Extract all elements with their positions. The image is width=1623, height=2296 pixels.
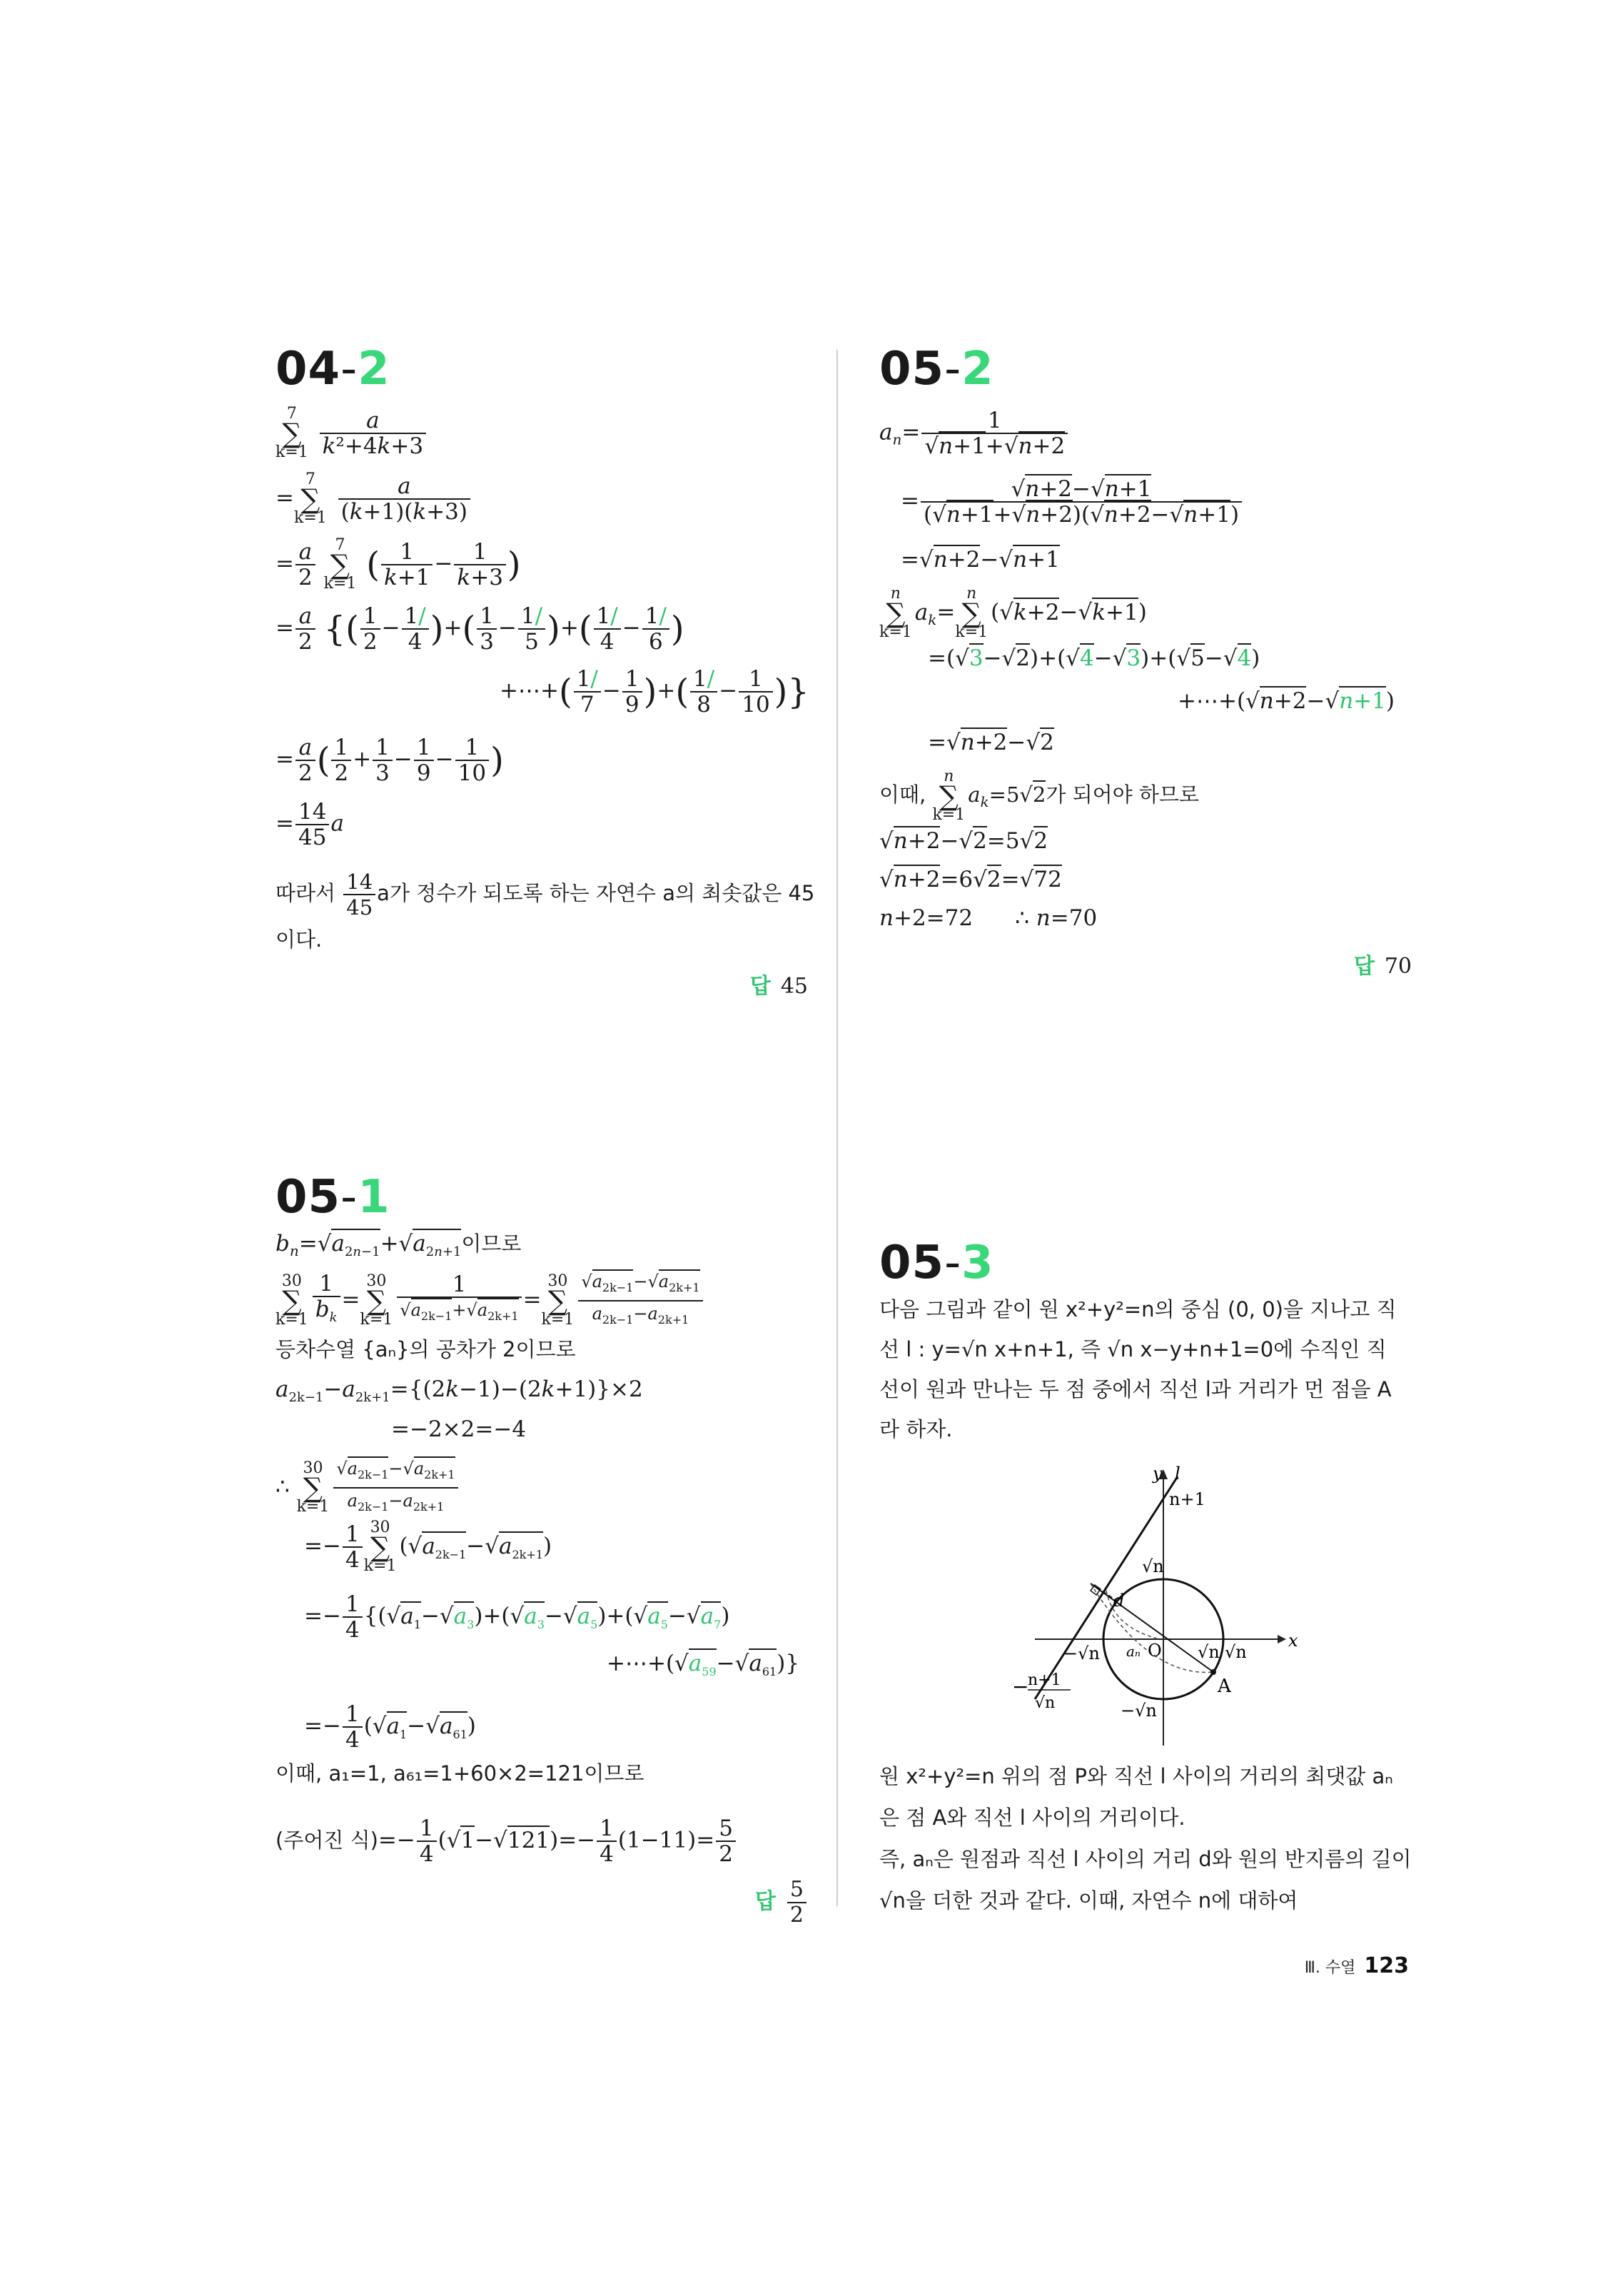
eq-05-1-line8: =− $\frac{1}{4}$ {$(√a_1-√a_3)+(√a_3-√a_5)+(√a_5-√a_7)$ [304, 1591, 730, 1643]
label-neg-frac-num: n+1 [1028, 1671, 1061, 1689]
eq-05-1-line10: =− $\frac{1}{4}$ $(√a_1-√a_{61})$ [304, 1701, 476, 1753]
eq-05-2-line5: =(√3−√2)+(√4−√3)+(√5−√4) [928, 644, 1260, 673]
s051-line3: 등차수열 {aₙ}의 공차가 2이므로 [275, 1337, 576, 1361]
label-l: l [1175, 1464, 1180, 1484]
section-heading-05-3: 05-3 [879, 1237, 994, 1289]
label-n-plus-1: n+1 [1169, 1489, 1205, 1509]
label-an: aₙ [1126, 1643, 1141, 1660]
eq-05-2-line3: =√n+2−√n+1 [901, 545, 1060, 574]
s053-para2-line3: 즉, aₙ은 원점과 직선 l 사이의 거리 d와 원의 반지름의 길이 [879, 1847, 1412, 1871]
eq-05-2-line6: +⋯+(√n+2−√n+1) [1178, 687, 1395, 715]
s051-then: 이때, a₁=1, a₆₁=1+60×2=121이므로 [275, 1761, 644, 1786]
s042-answer: 답 45 [749, 974, 808, 999]
eq-05-2-line1: $a_n=$ $\frac{1}{√n+1+√n+2}$ [879, 408, 1069, 458]
label-sqrtn-right: √n [1198, 1642, 1220, 1662]
label-sqrtn-top: √n [1142, 1556, 1164, 1576]
eq-05-2-line4: n ∑ $k=1a_k=n$ ∑ k=1(√k+2−√k+1) [879, 585, 1147, 641]
eq-04-2-line2: =7 ∑ k=1 $\frac{a}{(k+1)(k+3)}$ [275, 473, 472, 525]
eq-05-1-line1: $b_n=√a_{2n-1}+√a_{2n+1}$이므로 [275, 1229, 521, 1267]
s053-para1-line1: 다음 그림과 같이 원 x²+y²=n의 중심 (0, 0)을 지나고 직 [879, 1297, 1397, 1321]
section-heading-05-2: 05-2 [879, 343, 994, 396]
eq-05-1-line6: ∴ 30 ∑ k=1 $\frac{√a_{2k-1}-√a_{2k+1}}{a_{2k-1}-a_{2k+1}}$ [275, 1456, 460, 1519]
label-A: A [1218, 1676, 1231, 1697]
footer-section: Ⅲ. 수열 [1304, 1959, 1356, 1977]
eq-05-2-line9: √n+2=6√2=√72 [879, 865, 1062, 894]
eq-05-2-line2: = $\frac{√n+2-√n+1}{(√n+1+√n+2)(√n+2-√n+1)}$ [901, 477, 1243, 527]
eq-04-2-line5: +⋯+( $\frac{1/}{7}$ − $\frac{1}{9}$ )+( $\frac{1/}{8}$ − $\frac{1}{10}$ )} [500, 666, 809, 718]
eq-04-2-line4: = $\frac{a}{2}$ {( $\frac{1}{2}$ − $\frac{1/}{4}$ )+( $\frac{1}{3}$ − $\frac{1/}{5}$ )+( $\frac{1/}{4}$ − $\frac{1/}{6}$ ) [275, 603, 684, 655]
x-axis-arrow [1278, 1635, 1286, 1643]
eq-05-2-line8: √n+2−√2=5√2 [879, 827, 1048, 855]
eq-05-2-line7: =√n+2−√2 [928, 728, 1054, 757]
s042-conclusion-end: 이다. [275, 927, 323, 952]
s053-para1-line2: 선 l : y=√n x+n+1, 즉 √n x−y+n+1=0에 수직인 직 [879, 1337, 1387, 1361]
eq-05-1-line5: =−2×2=−4 [391, 1416, 527, 1442]
label-x: x [1288, 1631, 1298, 1651]
circle-line-figure [1006, 1464, 1306, 1749]
page-number: 123 [1364, 1953, 1409, 1978]
point-A-dot [1210, 1669, 1216, 1675]
page-footer [1305, 1953, 1409, 1978]
eq-04-2-line3: = $\frac{a}{2}$ 7 ∑ k=1 ( $\frac{1}{k+1}$ − $\frac{1}{k+3}$ ) [275, 536, 521, 593]
eq-05-1-line4: $a_{2k-1}-a_{2k+1}=\{(2k-1)-(2k+1)\}\times 2$ [275, 1376, 643, 1406]
label-neg-sqrtn-bottom: −√n [1121, 1701, 1157, 1721]
line-l [1035, 1476, 1178, 1699]
s042-conclusion: 따라서 $\frac{14}{45}$ a가 정수가 되도록 하는 자연수 a의 최솟값은 45 [275, 870, 815, 920]
s052-answer: 답 70 [1353, 954, 1412, 979]
eq-04-2-line7: = $\frac{14}{45}$ a [275, 799, 344, 850]
label-neg-sqrtn: −√n [1063, 1643, 1100, 1663]
s053-para1-line3: 선이 원과 만나는 두 점 중에서 직선 l과 거리가 먼 점을 A [879, 1377, 1392, 1401]
eq-04-2-line1: 7 ∑ k=1 $\frac{a}{\text{k²+4k+3}}$ [275, 407, 428, 460]
label-neg-frac-den: √n [1035, 1694, 1056, 1712]
s053-para2-line4: √n을 더한 것과 같다. 이때, 자연수 n에 대하여 [879, 1888, 1298, 1913]
column-divider [836, 350, 838, 1906]
s052-then: 이때, n ∑ $k=1a_k=5√2$가 되어야 하므로 [879, 767, 1199, 824]
eq-05-1-line7: =− $\frac{1}{4}$ 30 ∑ $k=1(√a_{2k-1}-√a_{2k+1})$ [304, 1519, 552, 1575]
eq-05-1-line9: $+\cdots+(√a_{59}-√a_{61})$} [607, 1649, 799, 1686]
eq-05-2-line10: n+2=72 ∴ n=70 [879, 905, 1098, 931]
eq-04-2-line6: = $\frac{a}{2}$ ( $\frac{1}{2}$ + $\frac{1}{3}$ − $\frac{1}{9}$ − $\frac{1}{10}$ ) [275, 735, 504, 786]
label-sqrtn-right2: √n [1225, 1642, 1247, 1662]
label-origin: O [1148, 1641, 1162, 1661]
section-heading-04-2: 04-2 [275, 343, 390, 396]
eq-05-1-line2: 30 ∑ k=1 $\frac{1}{b_k}$ =30 ∑ k=1 $\frac{1}{√a_{2k-1}+√a_{2k+1}}$ =30 ∑ k=1 $\frac{√a_{2k-1}-√a_{2k+1}}{a_{2k-1}-a_{2k+1}}$ [275, 1269, 704, 1332]
s053-para2-line2: 은 점 A와 직선 l 사이의 거리이다. [879, 1806, 1185, 1830]
label-neg-sign: − [1012, 1675, 1029, 1698]
s051-answer: 답 $\frac{5}{2}$ [755, 1878, 808, 1928]
section-heading-05-1: 05-1 [275, 1171, 390, 1224]
s053-para1-line4: 라 하자. [879, 1417, 953, 1441]
eq-05-1-line11: (주어진 식)=− $\frac{1}{4}$ (√1−√121)=− $\frac{1}{4}$ (1−11)= $\frac{5}{2}$ [275, 1816, 737, 1866]
label-y: y [1153, 1464, 1163, 1484]
s053-para2-line1: 원 x²+y²=n 위의 점 P와 직선 l 사이의 거리의 최댓값 aₙ [879, 1764, 1393, 1788]
label-d: d [1113, 1591, 1125, 1611]
